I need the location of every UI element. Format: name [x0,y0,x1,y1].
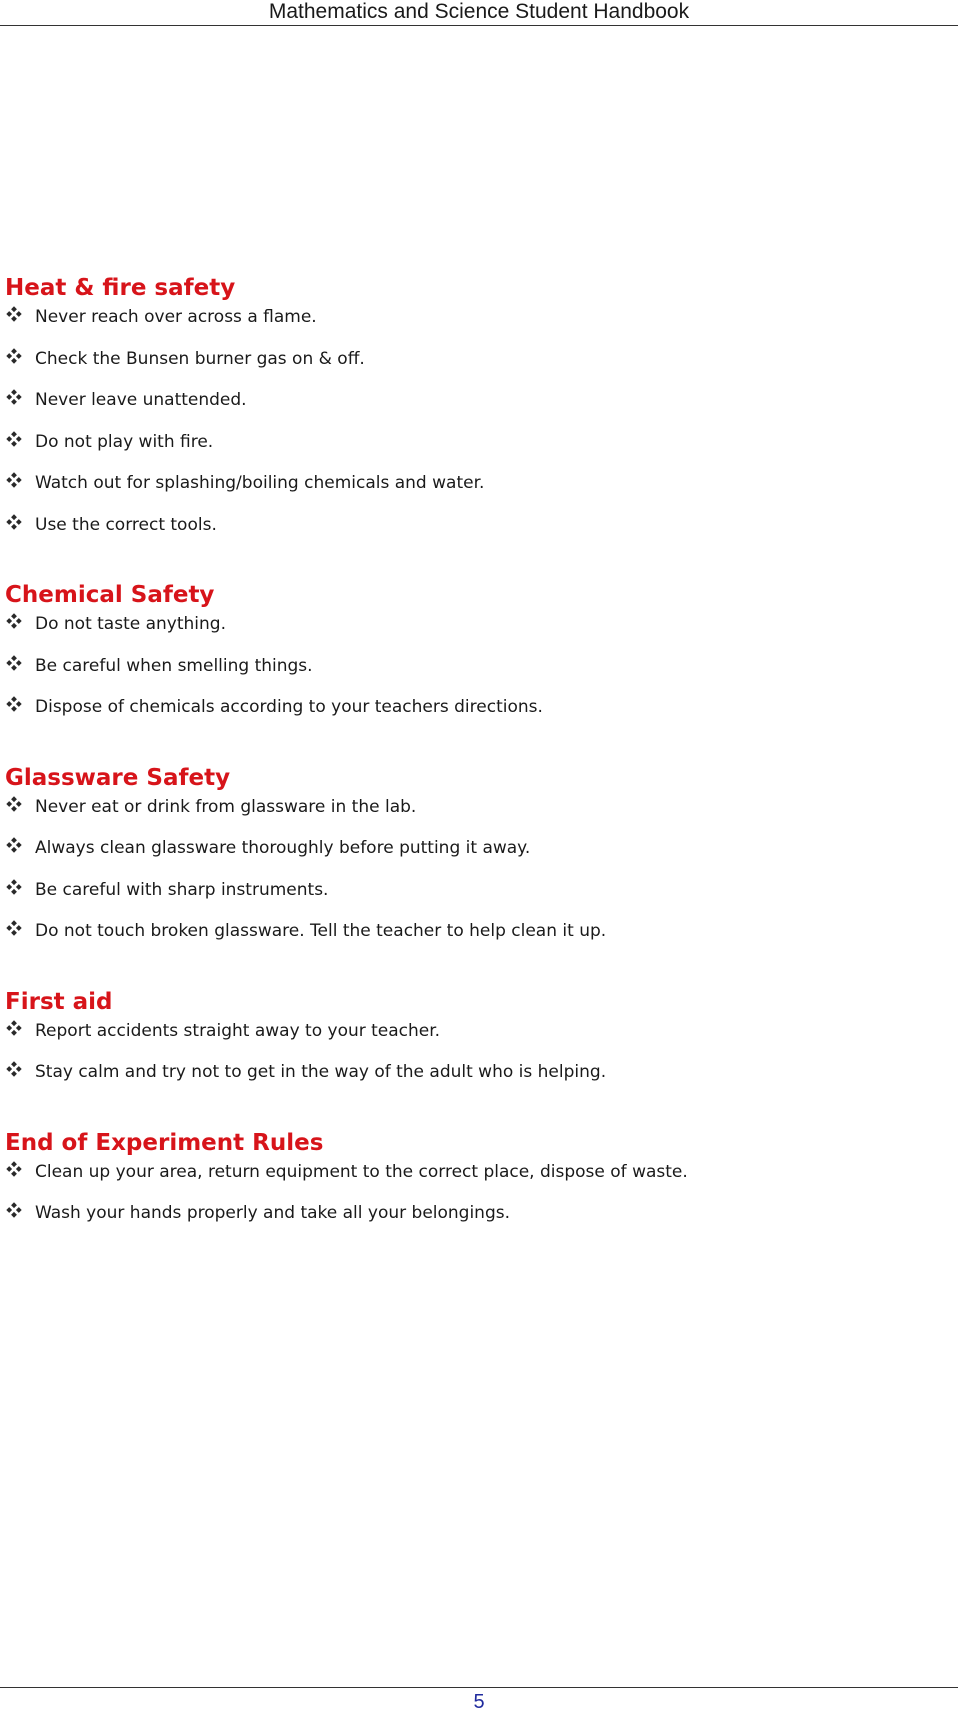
list-item [5,513,945,555]
document-title: Mathematics and Science Student Handbook [268,0,690,23]
page-header [0,0,958,26]
diamond-bullet-icon [6,389,22,405]
list-item [5,1201,945,1243]
diamond-bullet-icon [6,920,22,936]
list-item [5,1160,945,1202]
page-content [5,271,945,1267]
bullet-list [5,1160,945,1243]
diamond-bullet-icon [6,879,22,895]
page-footer [0,1687,958,1713]
section-heading: Heat & fire safety [5,275,236,301]
list-item [5,1019,945,1061]
list-item-text: Wash your hands properly and take all your belongings. [35,1203,511,1223]
section [5,761,945,961]
list-item-text: Do not taste anything. [35,614,226,634]
diamond-bullet-icon [6,796,22,812]
list-item [5,612,945,654]
list-item-text: Stay calm and try not to get in the way of the adult who is helping. [35,1062,607,1082]
list-item-text: Never eat or drink from glassware in the lab. [35,796,417,817]
list-item [5,430,945,472]
section [5,985,945,1102]
list-item-text: Always clean glassware thoroughly before putting it away. [35,838,531,858]
list-item-text: Do not play with fire. [35,431,214,452]
list-item [5,878,945,920]
list-item-text: Check the Bunsen burner gas on & off. [35,348,365,369]
diamond-bullet-icon [6,472,22,488]
section-heading: End of Experiment Rules [5,1129,324,1156]
list-item [5,695,945,737]
list-item [5,388,945,430]
diamond-bullet-icon [6,1020,22,1036]
diamond-bullet-icon [6,306,22,322]
list-item-text: Watch out for splashing/boiling chemicals and water. [35,473,485,493]
bullet-list [5,795,945,961]
list-item-text: Never reach over across a flame. [35,307,317,327]
list-item-text: Be careful with sharp instruments. [35,879,329,900]
list-item-text: Be careful when smelling things. [35,655,313,676]
bullet-list [5,1019,945,1102]
section-heading: Chemical Safety [5,582,215,608]
list-item-text: Dispose of chemicals according to your teachers directions. [35,697,543,717]
list-item [5,471,945,513]
diamond-bullet-icon [6,613,22,629]
diamond-bullet-icon [6,696,22,712]
list-item-text: Do not touch broken glassware. Tell the teacher to help clean it up. [35,921,607,941]
diamond-bullet-icon [6,655,22,671]
list-item [5,654,945,696]
section-heading: Glassware Safety [5,764,231,791]
list-item [5,305,945,347]
bullet-list [5,612,945,737]
section [5,271,945,554]
list-item-text: Report accidents straight away to your teacher. [35,1020,441,1041]
diamond-bullet-icon [6,348,22,364]
list-item [5,347,945,389]
diamond-bullet-icon [6,1061,22,1077]
section [5,1126,945,1243]
diamond-bullet-icon [6,1202,22,1218]
page-number: 5 [473,1691,485,1713]
list-item-text: Never leave unattended. [35,390,247,410]
list-item [5,1060,945,1102]
list-item [5,795,945,837]
section [5,578,945,737]
section-heading: First aid [5,988,113,1015]
list-item-text: Clean up your area, return equipment to the correct place, dispose of waste. [35,1161,688,1182]
diamond-bullet-icon [6,514,22,530]
list-item [5,919,945,961]
list-item-text: Use the correct tools. [35,514,217,535]
bullet-list [5,305,945,554]
list-item [5,836,945,878]
diamond-bullet-icon [6,837,22,853]
diamond-bullet-icon [6,431,22,447]
diamond-bullet-icon [6,1161,22,1177]
